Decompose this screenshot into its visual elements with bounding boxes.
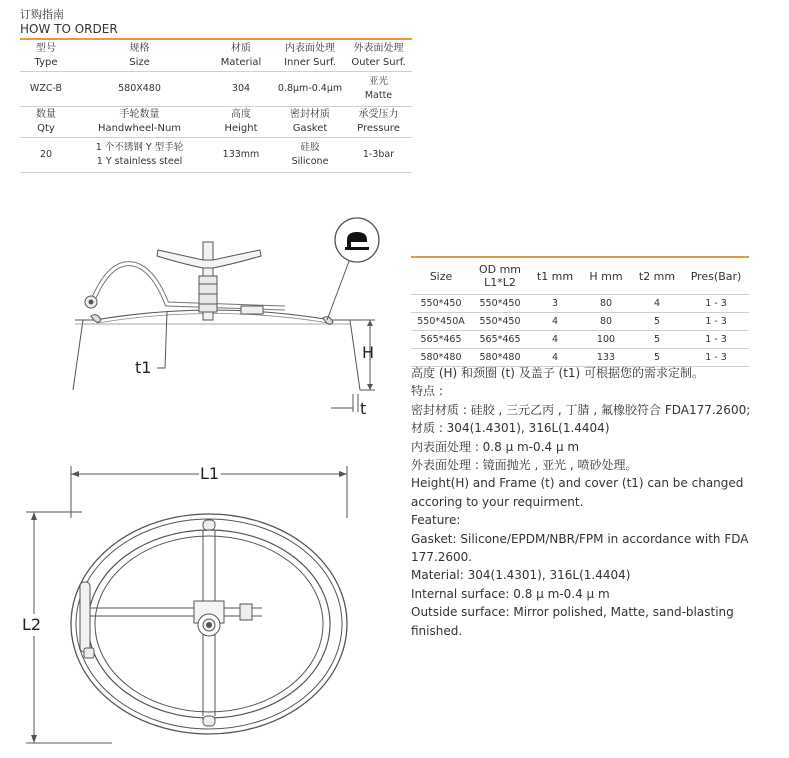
table-cell: 5 [631, 331, 683, 349]
size-header-cell: Pres(Bar) [683, 258, 749, 295]
order-value-cell: 0.8μm-0.4μm [275, 72, 345, 107]
table-cell: 1 - 3 [683, 331, 749, 349]
table-cell: 580*480 [411, 349, 471, 367]
order-value-cell: 亚光 Matte [345, 72, 412, 107]
table-cell: 550*450 [411, 295, 471, 313]
order-header-cell: 规格 Size [72, 41, 207, 72]
table-cell: 4 [631, 295, 683, 313]
t1-label: t1 [135, 358, 152, 377]
order-title-cn: 订购指南 [20, 8, 64, 21]
order-value-cell: 1-3bar [345, 138, 412, 173]
size-header-cell: t1 mm [529, 258, 581, 295]
hinge-bracket [80, 582, 90, 652]
size-header-cell: Size [411, 258, 471, 295]
t-label: t [360, 399, 367, 418]
note-line: 特点 : [411, 384, 443, 399]
table-cell: 580*480 [471, 349, 529, 367]
table-cell: 100 [581, 331, 631, 349]
order-header-cell: 材质 Material [207, 41, 275, 72]
horizontal-arm [84, 608, 262, 616]
note-line: Gasket: Silicone/EPDM/NBR/FPM in accordance with FDA [411, 531, 749, 546]
order-header-cell: 手轮数量 Handwheel-Num [72, 107, 207, 138]
size-header-cell: H mm [581, 258, 631, 295]
table-cell: 550*450 [471, 313, 529, 331]
t1-leader [157, 312, 167, 368]
table-cell: 80 [581, 313, 631, 331]
tank-neck-right-line [350, 320, 360, 390]
spec-notes [411, 364, 771, 640]
note-line: Internal surface: 0.8 μ m-0.4 μ m [411, 586, 610, 601]
table-cell: 133 [581, 349, 631, 367]
table-cell: 565*465 [471, 331, 529, 349]
table-cell: 1 - 3 [683, 349, 749, 367]
table-row [411, 313, 749, 331]
order-value-cell: 580X480 [72, 72, 207, 107]
order-header-cell: 承受压力 Pressure [345, 107, 412, 138]
note-line: finished. [411, 623, 463, 638]
order-header-cell: 型号 Type [20, 41, 72, 72]
order-value-cell: 133mm [207, 138, 275, 173]
table-cell: 1 - 3 [683, 295, 749, 313]
table-cell: 3 [529, 295, 581, 313]
order-value-row-2 [20, 138, 412, 173]
order-value-cell: 硅胶 Silicone [275, 138, 345, 173]
order-value-cell: WZC-B [20, 72, 72, 107]
top-view-drawing [22, 458, 390, 748]
order-header-cell: 高度 Height [207, 107, 275, 138]
order-header-cell: 内表面处理 Inner Surf. [275, 41, 345, 72]
size-header-row [411, 258, 749, 295]
order-header-row-1 [20, 41, 412, 72]
l2-label: L2 [22, 615, 42, 634]
note-line: Height(H) and Frame (t) and cover (t1) can be changed [411, 476, 744, 491]
note-line: 密封材质 : 硅胶 , 三元乙丙 , 丁腈 , 氟橡胶符合 FDA177.2600; [411, 402, 751, 417]
gasket-left [91, 315, 101, 323]
h-label: H [362, 343, 375, 362]
order-value-cell: 1 个不锈钢 Y 型手轮 1 Y stainless steel [72, 138, 207, 173]
note-line: accoring to your requirment. [411, 494, 584, 509]
table-cell: 565*465 [411, 331, 471, 349]
order-header-cell: 密封材质 Gasket [275, 107, 345, 138]
order-header-cell: 外表面处理 Outer Surf. [345, 41, 412, 72]
table-cell: 5 [631, 313, 683, 331]
table-cell: 80 [581, 295, 631, 313]
bottom-lug [203, 716, 215, 726]
table-row [411, 331, 749, 349]
bridge-arm [93, 264, 285, 308]
size-header-cell: t2 mm [631, 258, 683, 295]
note-line: Material: 304(1.4301), 316L(1.4404) [411, 568, 631, 583]
table-cell: 550*450A [411, 313, 471, 331]
order-value-cell: 304 [207, 72, 275, 107]
l1-label: L1 [200, 464, 220, 483]
order-header-cell: 数量 Qty [20, 107, 72, 138]
order-header-row-2 [20, 107, 412, 138]
note-line: 高度 (H) 和颈圈 (t) 及盖子 (t1) 可根据您的需求定制。 [411, 366, 705, 380]
note-line: 内表面处理 : 0.8 μ m-0.4 μ m [411, 439, 580, 454]
note-line: 外表面处理 : 镜面抛光 , 亚光 , 喷砂处理。 [411, 458, 638, 473]
order-table [20, 41, 412, 173]
table-cell: 550*450 [471, 295, 529, 313]
top-lug [203, 520, 215, 530]
size-table [411, 258, 749, 367]
table-cell: 5 [631, 349, 683, 367]
table-cell: 1 - 3 [683, 313, 749, 331]
note-line: Outside surface: Mirror polished, Matte, sand-blasting [411, 605, 734, 620]
side-view-drawing [55, 212, 395, 422]
order-value-row-1 [20, 72, 412, 107]
note-line: Feature: [411, 513, 461, 528]
table-cell: 4 [529, 313, 581, 331]
table-cell: 4 [529, 349, 581, 367]
tank-neck-left-line [73, 320, 83, 390]
note-line: 材质 : 304(1.4301), 316L(1.4404) [411, 421, 610, 436]
order-accent-rule [20, 38, 412, 40]
table-cell: 4 [529, 331, 581, 349]
order-title-en: HOW TO ORDER [20, 22, 118, 36]
order-value-cell: 20 [20, 138, 72, 173]
note-line: 177.2600. [411, 550, 473, 565]
size-header-cell: OD mm L1*L2 [471, 258, 529, 295]
table-row [411, 295, 749, 313]
t-dimension [331, 394, 358, 412]
